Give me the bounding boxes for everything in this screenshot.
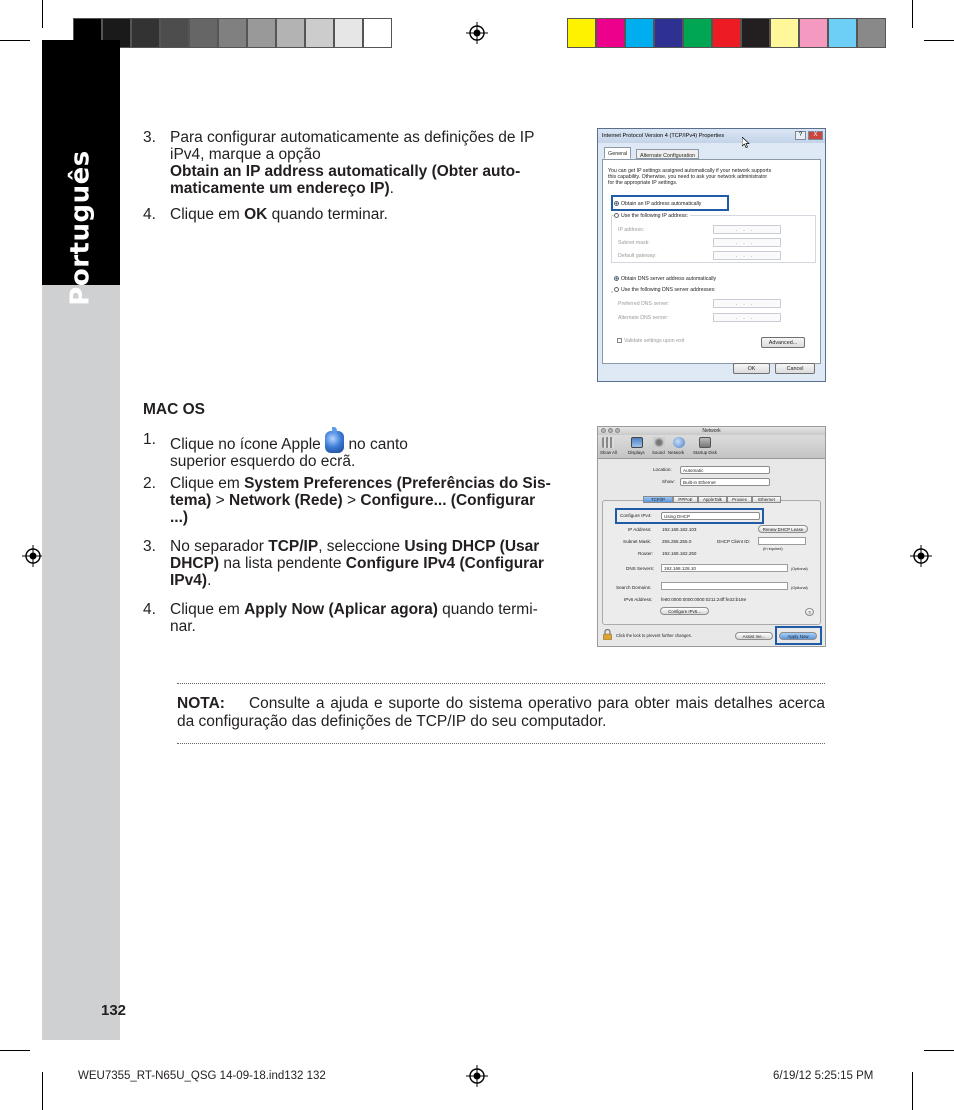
- tool-sound-label: Sound: [652, 450, 665, 455]
- note-label: NOTA:: [177, 695, 225, 712]
- process-color-bar: [567, 18, 886, 48]
- apple-icon: [325, 431, 344, 453]
- crop-mark: [912, 1072, 913, 1110]
- mac-network-preferences: [597, 426, 826, 647]
- step-3-text: Para configurar automaticamente as definições de IP iPv4, marque a opção Obtain an IP address automatically (Obter auto- maticamente um endereço IP).: [170, 129, 535, 197]
- crop-mark: [42, 0, 43, 28]
- highlight-box: [615, 508, 764, 524]
- mac-toolbar: [598, 435, 825, 459]
- gray-swatch: [305, 18, 334, 48]
- displays-icon[interactable]: [631, 437, 643, 448]
- radio-obtain-ip-auto[interactable]: Obtain an IP address automatically: [614, 201, 701, 207]
- preferred-dns-label: Preferred DNS server:: [618, 301, 670, 307]
- configure-ipv4-select[interactable]: Using DHCP: [661, 512, 760, 520]
- page-number: 132: [101, 1002, 127, 1019]
- crop-mark: [924, 1050, 954, 1051]
- radio-obtain-dns-auto[interactable]: Obtain DNS server address automatically: [614, 276, 716, 282]
- dialog-title: Internet Protocol Version 4 (TCP/IPv4) Properties ? X: [598, 129, 825, 143]
- dns-group: [611, 291, 613, 293]
- note-text: Consulte a ajuda e suporte do sistema operativo para obter mais detalhes acerca da configuração das definições de TCP/IP do seu computador.: [177, 695, 825, 730]
- ipv4-properties-dialog: [597, 128, 826, 382]
- default-gateway-label: Default gateway:: [618, 253, 657, 259]
- step-number: 4.: [143, 601, 156, 618]
- ipv6-address-value: fe80:0000:0000:0000:0211:24ff:fe32:b18e: [661, 597, 747, 602]
- dialog-description: You can get IP settings assigned automatically if your network supports: [608, 168, 772, 174]
- crop-mark: [924, 40, 954, 41]
- assist-me-button[interactable]: Assist me...: [735, 632, 773, 640]
- if-required-hint: (If required): [763, 547, 783, 551]
- color-swatch: [770, 18, 799, 48]
- subnet-mask-value: 255.255.255.0: [662, 539, 692, 544]
- mac-step-4-text: Clique em Apply Now (Aplicar agora) quando termi- nar.: [170, 601, 538, 635]
- ip-address-field[interactable]: ...: [713, 225, 781, 234]
- dns-servers-label: DNS Servers:: [626, 566, 655, 571]
- network-icon[interactable]: [673, 437, 685, 448]
- color-swatch: [857, 18, 886, 48]
- step-4-text: Clique em OK quando terminar.: [170, 206, 388, 223]
- step-number: 2.: [143, 475, 156, 492]
- apply-now-button[interactable]: Apply Now: [779, 632, 817, 640]
- color-swatch: [567, 18, 596, 48]
- color-swatch: [712, 18, 741, 48]
- highlight-box: [775, 626, 822, 645]
- page-margin-band: [42, 285, 120, 1040]
- show-label: Show:: [662, 479, 675, 484]
- optional-hint: (Optional): [791, 567, 808, 571]
- minimize-light-icon[interactable]: [608, 428, 613, 433]
- mac-step-3-text: No separador TCP/IP, seleccione Using DHCP (Usar DHCP) na lista pendente Configure IPv4 (Configurar IPv4).: [170, 538, 544, 589]
- subnet-mask-field[interactable]: ...: [713, 238, 781, 247]
- lock-icon[interactable]: [603, 629, 612, 640]
- advanced-button[interactable]: Advanced...: [761, 337, 805, 348]
- language-tab-label: Português: [66, 150, 97, 306]
- dialog-description: this capability. Otherwise, you need to ask your network administrator: [608, 174, 768, 180]
- router-label: Router:: [638, 551, 654, 556]
- tab-alternate-configuration[interactable]: Alternate Configuration: [636, 149, 699, 159]
- color-swatch: [654, 18, 683, 48]
- crop-mark: [912, 0, 913, 28]
- optional-hint: (Optional): [791, 586, 808, 590]
- color-swatch: [683, 18, 712, 48]
- color-swatch: [741, 18, 770, 48]
- tab-tcpip[interactable]: TCP/IP: [643, 496, 673, 503]
- ipv6-address-label: IPv6 Address:: [624, 597, 653, 602]
- color-swatch: [596, 18, 625, 48]
- search-domains-label: Search Domains:: [616, 585, 652, 590]
- search-domains-field[interactable]: [661, 582, 788, 590]
- registration-mark-icon: [910, 545, 932, 567]
- gray-swatch: [363, 18, 392, 48]
- location-label: Location:: [653, 467, 672, 472]
- crop-mark: [0, 1050, 30, 1051]
- show-select[interactable]: Built-in Ethernet: [680, 478, 770, 486]
- subnet-mask-label: Subnet Mask:: [623, 539, 652, 544]
- tool-network-label: Network: [668, 450, 685, 455]
- gray-swatch: [334, 18, 363, 48]
- highlight-box: [611, 195, 729, 211]
- tab-general[interactable]: General: [604, 147, 631, 159]
- color-swatch: [828, 18, 857, 48]
- alternate-dns-field[interactable]: ...: [713, 313, 781, 322]
- step-number: 3.: [143, 538, 156, 555]
- gray-swatch: [247, 18, 276, 48]
- gray-swatch: [189, 18, 218, 48]
- show-all-icon[interactable]: [602, 437, 614, 448]
- ip-address-value: 192.168.182.103: [662, 527, 697, 532]
- tab-pppoe[interactable]: PPPoE: [673, 496, 698, 503]
- cancel-button[interactable]: Cancel: [775, 363, 815, 374]
- tab-ethernet[interactable]: Ethernet: [752, 496, 781, 503]
- ip-address-label: IP address:: [618, 227, 645, 233]
- mac-step-1-text: Clique no ícone Apple no canto superior esquerdo do ecrã.: [170, 431, 580, 470]
- alternate-dns-label: Alternate DNS server:: [618, 315, 669, 321]
- location-select[interactable]: Automatic: [680, 466, 770, 474]
- subnet-mask-label: Subnet mask:: [618, 240, 650, 246]
- validate-checkbox[interactable]: Validate settings upon exit: [617, 338, 684, 344]
- note-divider: [177, 743, 825, 744]
- dns-servers-field[interactable]: 192.168.128.10: [661, 564, 788, 572]
- note-block: [177, 695, 825, 731]
- footer-file-info: WEU7355_RT-N65U_QSG 14-09-18.ind132 132: [78, 1070, 326, 1082]
- crop-mark: [42, 1072, 43, 1110]
- configure-ipv6-button[interactable]: Configure IPv6...: [660, 607, 709, 615]
- note-divider: [177, 683, 825, 684]
- step-number: 3.: [143, 129, 156, 146]
- step-number: 1.: [143, 431, 156, 448]
- tab-appletalk[interactable]: AppleTalk: [698, 496, 727, 503]
- registration-mark-icon: [22, 545, 44, 567]
- startup-disk-icon[interactable]: [699, 437, 711, 448]
- close-button[interactable]: X: [808, 131, 823, 140]
- mac-step-2-text: Clique em System Preferences (Preferências do Sis- tema) > Network (Rede) > Configure... (Configurar ...): [170, 475, 551, 526]
- footer-timestamp: 6/19/12 5:25:15 PM: [773, 1070, 874, 1082]
- tool-displays-label: Displays: [628, 450, 645, 455]
- tool-startup-label: Startup Disk: [693, 450, 717, 455]
- lock-hint: Click the lock to prevent further changes.: [616, 633, 692, 638]
- step-number: 4.: [143, 206, 156, 223]
- router-value: 192.168.182.250: [662, 551, 697, 556]
- close-light-icon[interactable]: [601, 428, 606, 433]
- gray-swatch: [131, 18, 160, 48]
- registration-mark-icon: [466, 22, 488, 44]
- dialog-description: for the appropriate IP settings.: [608, 180, 678, 186]
- ok-button[interactable]: OK: [733, 363, 770, 374]
- mac-window-title: Network: [598, 427, 825, 435]
- gray-swatch: [160, 18, 189, 48]
- sound-icon[interactable]: [653, 437, 665, 448]
- dhcp-client-id-field[interactable]: [758, 537, 806, 545]
- gray-swatch: [276, 18, 305, 48]
- ip-address-label: IP Address:: [628, 527, 652, 532]
- grayscale-color-bar: [73, 18, 392, 48]
- help-button[interactable]: ?: [795, 131, 806, 140]
- default-gateway-field[interactable]: ...: [713, 251, 781, 260]
- crop-mark: [0, 40, 30, 41]
- color-swatch: [799, 18, 828, 48]
- help-button[interactable]: ?: [805, 608, 814, 616]
- dhcp-client-id-label: DHCP Client ID:: [717, 539, 751, 544]
- registration-mark-icon: [466, 1065, 488, 1087]
- mac-os-heading: MAC OS: [143, 401, 205, 418]
- color-swatch: [625, 18, 654, 48]
- preferred-dns-field[interactable]: ...: [713, 299, 781, 308]
- gray-swatch: [218, 18, 247, 48]
- radio-use-static-ip[interactable]: Use the following IP address:: [614, 213, 690, 219]
- zoom-light-icon[interactable]: [615, 428, 620, 433]
- radio-use-static-dns[interactable]: Use the following DNS server addresses:: [614, 287, 718, 293]
- configure-ipv4-label: Configure IPv4:: [620, 513, 652, 518]
- tool-show-all-label: Show All: [600, 450, 617, 455]
- general-panel: [602, 159, 821, 364]
- renew-dhcp-button[interactable]: Renew DHCP Lease: [758, 525, 808, 533]
- tab-proxies[interactable]: Proxies: [727, 496, 752, 503]
